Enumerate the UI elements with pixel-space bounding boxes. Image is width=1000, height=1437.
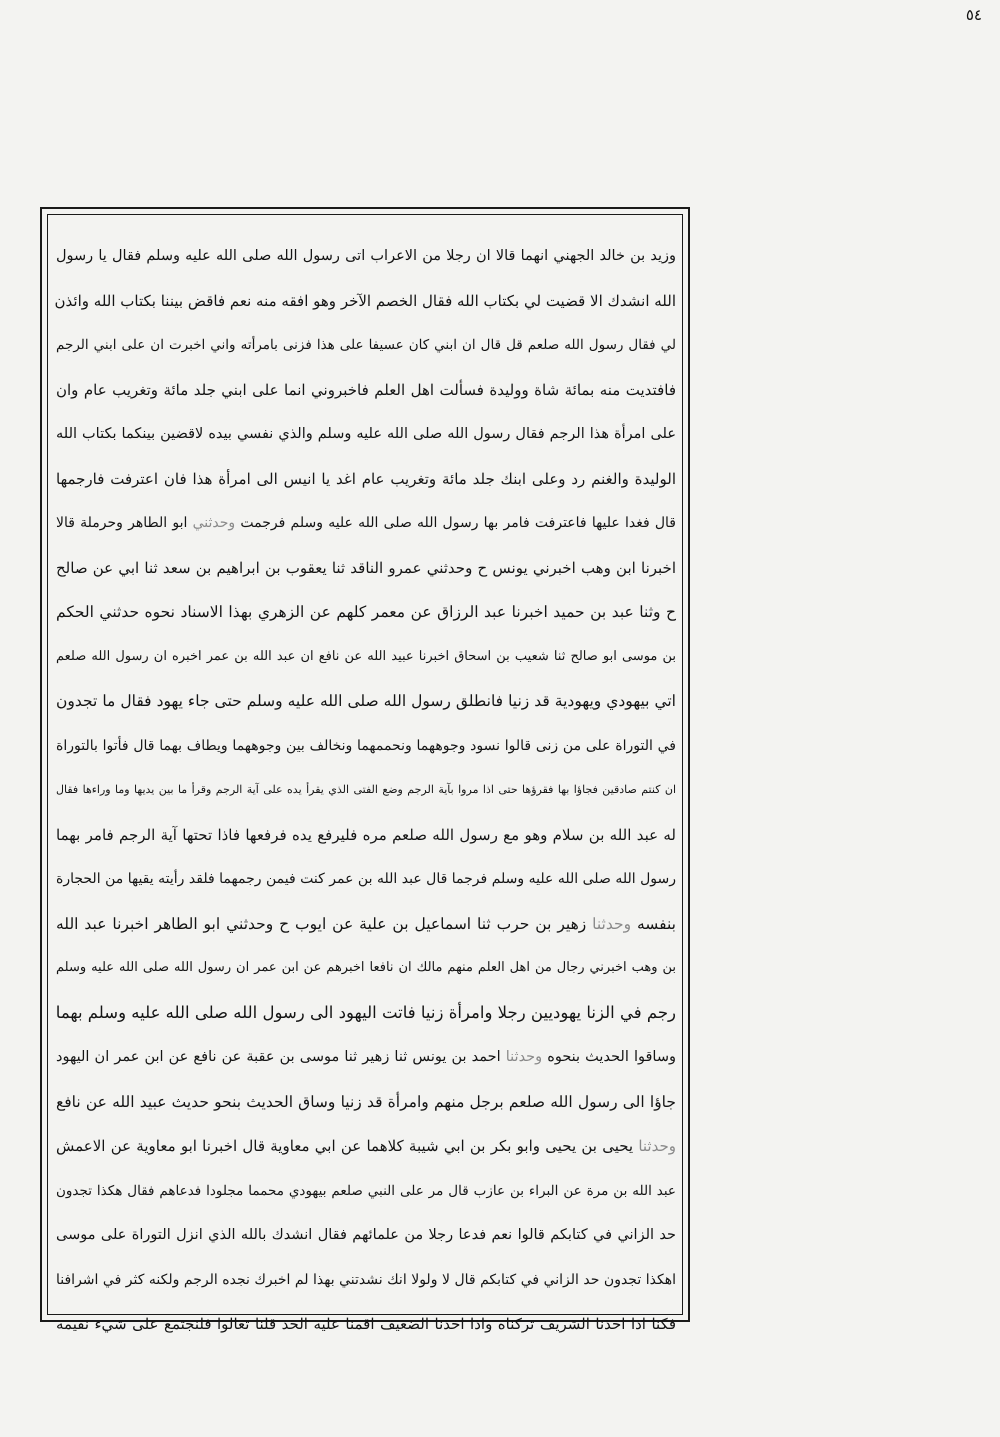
line-text: رسول الله صلى الله عليه وسلم فرجما قال عبد الله بن عمر كنت فيمن رجمهما فلقد رأيته يقيها من الحجارة xyxy=(56,871,676,887)
text-line xyxy=(56,323,676,368)
line-text: له عبد الله بن سلام وهو مع رسول الله صلعم مره فليرفع يده فرفعها فاذا تحتها آية الرجم فامر بهما xyxy=(56,825,676,844)
line-text: وزيد بن خالد الجهني انهما قالا ان رجلا من الاعراب اتى رسول الله صلى الله عليه وسلم فقال يا رسول xyxy=(56,248,676,264)
line-text: اتي بيهودي ويهودية قد زنيا فانطلق رسول الله صلى الله عليه وسلم حتى جاء يهود فقال ما تجدون xyxy=(56,692,676,710)
line-text: اخبرنا ابن وهب اخبرني يونس ح وحدثني عمرو الناقد ثنا يعقوب بن ابراهيم بن سعد ثنا ابي عن صالح xyxy=(56,558,676,577)
text-line xyxy=(56,1035,676,1080)
text-line xyxy=(56,857,676,902)
line-text: ح وثنا عبد بن حميد اخبرنا عبد الرزاق عن معمر كلهم عن الزهري بهذا الاسناد نحوه حدثني الحكم xyxy=(56,603,676,621)
text-line xyxy=(56,412,676,457)
text-line xyxy=(56,991,676,1036)
line-text-continued: ابو الطاهر وحرملة قالا xyxy=(56,515,188,531)
line-text: حد الزاني في كتابكم قالوا نعم فدعا رجلا من علمائهم فقال انشدك بالله الذي انزل التوراة على موسى xyxy=(56,1227,676,1243)
line-text: لي فقال رسول الله صلعم قل قال ان ابني كان عسيفا على هذا فزنى بامرأته واني اخبرت ان على ابني الرجم xyxy=(56,337,676,353)
text-line xyxy=(56,457,676,502)
text-line xyxy=(56,501,676,546)
text-line xyxy=(56,768,676,813)
text-line xyxy=(56,590,676,635)
line-text: اهكذا تجدون حد الزاني في كتابكم قال لا ولولا انك نشدتني بهذا لم اخبرك نجده الرجم ولكنه كثر في اشرافنا xyxy=(56,1271,676,1288)
rubric-heading: وحدثني xyxy=(192,515,236,531)
text-line xyxy=(56,368,676,413)
text-line xyxy=(56,679,676,724)
text-line xyxy=(56,813,676,858)
line-text: بنفسه xyxy=(637,914,676,933)
line-text: وساقوا الحديث بنحوه xyxy=(547,1049,676,1065)
line-text: فكنا اذا اخذنا الشريف تركناه واذا اخذنا الضعيف اقمنا عليه الحد قلنا تعالوا فلنجتمع على شيء نقيمه xyxy=(56,1315,676,1333)
line-text-continued: يحيى بن يحيى وابو بكر بن ابي شيبة كلاهما عن ابي معاوية قال اخبرنا ابو معاوية عن الاعمش xyxy=(56,1137,634,1155)
line-text: الله انشدك الا قضيت لي بكتاب الله فقال الخصم الآخر وهو افقه منه نعم فاقض بيننا بكتاب الله وائذن xyxy=(54,291,676,310)
line-text: في التوراة على من زنى قالوا نسود وجوههما ونحممهما ونخالف بين وجوههما ويطاف بهما قال فأتوا بالتوراة xyxy=(56,737,676,754)
line-text: بن وهب اخبرني رجال من اهل العلم منهم مالك ان نافعا اخبرهم عن ابن عمر ان رسول الله صلى الله عليه وسلم xyxy=(56,960,676,975)
line-text: على امرأة هذا الرجم فقال رسول الله صلى الله عليه وسلم والذي نفسي بيده لاقضين بينكما بكتاب الله xyxy=(56,426,676,442)
text-line xyxy=(56,1302,676,1347)
rubric-heading: وحدثنا xyxy=(638,1137,676,1155)
text-line xyxy=(56,724,676,769)
line-text: فافتديت منه بمائة شاة ووليدة فسألت اهل العلم فاخبروني انما على ابني جلد مائة وتغريب عام وان xyxy=(56,380,676,399)
text-line xyxy=(56,234,676,279)
line-text: بن موسى ابو صالح ثنا شعيب بن اسحاق اخبرنا عبيد الله عن نافع ان عبد الله بن عمر اخبره ان رسول الله صلعم xyxy=(56,648,676,664)
text-line xyxy=(56,1169,676,1214)
line-text-continued: احمد بن يونس ثنا زهير ثنا موسى بن عقبة عن نافع عن ابن عمر ان اليهود xyxy=(56,1049,501,1065)
rubric-heading: وحدثنا xyxy=(592,914,632,933)
text-line xyxy=(56,546,676,591)
text-line xyxy=(56,1258,676,1303)
text-line xyxy=(56,635,676,680)
line-text: جاؤا الى رسول الله صلعم برجل منهم وامرأة قد زنيا وساق الحديث بنحو حديث عبيد الله عن نافع xyxy=(56,1092,676,1111)
text-line xyxy=(56,946,676,991)
line-text: الوليدة والغنم رد وعلى ابنك جلد مائة وتغريب عام اغد يا انيس الى امرأة هذا فان اعترفت فارجمها xyxy=(56,469,676,488)
text-line xyxy=(56,279,676,324)
line-text: رجم في الزنا يهوديين رجلا وامرأة زنيا فاتت اليهود الى رسول الله صلى الله عليه وسلم بهما xyxy=(55,1002,676,1022)
line-text: ان كنتم صادقين فجاؤا بها فقرؤها حتى اذا مروا بآية الرجم وضع الفتى الذي يقرأ يده على آية الرجم وقرأ ما بين يديها وما وراءها فقال xyxy=(56,783,676,796)
text-line xyxy=(56,902,676,947)
line-text: عبد الله بن مرة عن البراء بن عازب قال مر على النبي صلعم بيهودي محمما مجلودا فدعاهم فقال هكذا تجدون xyxy=(56,1182,676,1199)
folio-number: ٥٤ xyxy=(965,6,982,24)
text-line xyxy=(56,1124,676,1169)
text-line xyxy=(56,1213,676,1258)
manuscript-text-block xyxy=(54,234,676,1333)
text-line xyxy=(56,1080,676,1125)
rubric-heading: وحدثنا xyxy=(505,1049,543,1065)
line-text: قال فغدا عليها فاعترفت فامر بها رسول الله صلى الله عليه وسلم فرجمت xyxy=(240,515,676,531)
line-text-continued: زهير بن حرب ثنا اسماعيل بن علية عن ايوب ح وحدثني ابو الطاهر اخبرنا عبد الله xyxy=(56,914,587,933)
